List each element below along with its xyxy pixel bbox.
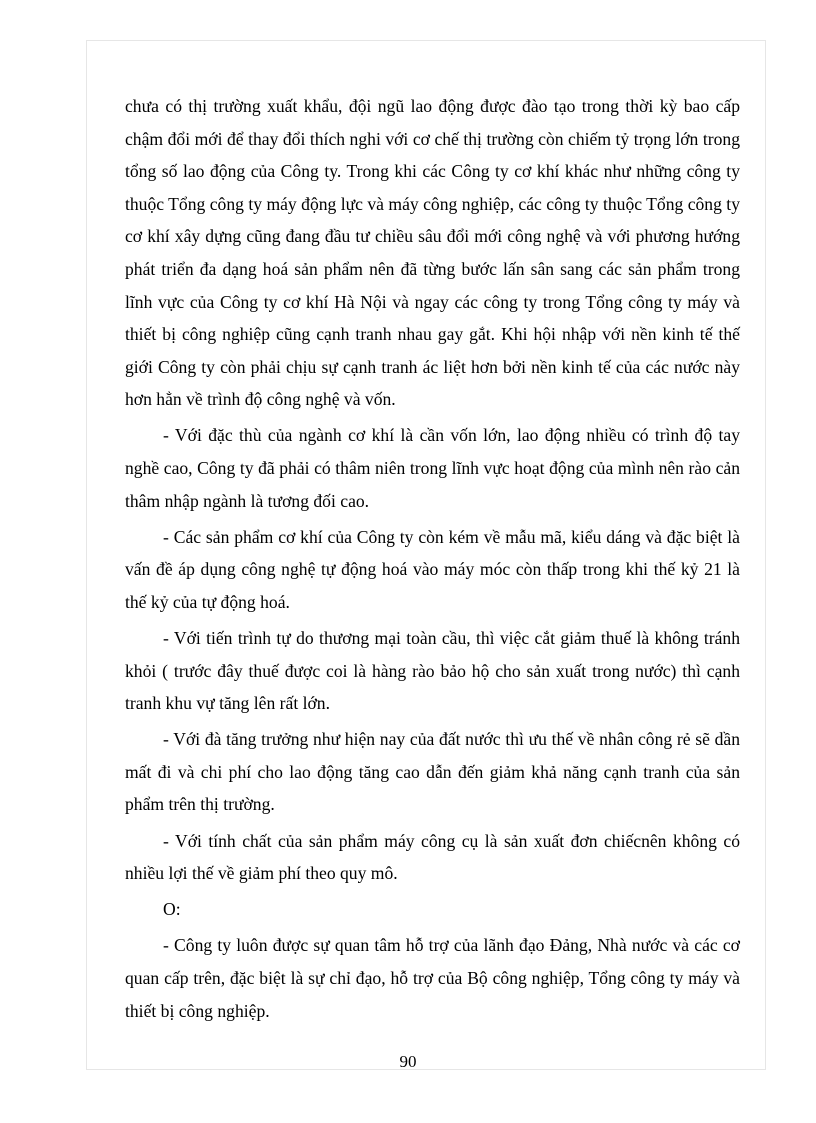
document-body (125, 90, 740, 1031)
section-heading-o: O: (163, 899, 181, 920)
page-number: 90 (399, 1052, 417, 1071)
paragraph-1: chưa có thị trường xuất khẩu, đội ngũ lao động được đào tạo trong thời kỳ bao cấp chậm đổi mới để thay đổi thích nghi với cơ chế thị trường còn chiếm tỷ trọng lớn trong tổng số lao động của Công ty. Trong khi các Công ty cơ khí khác như những công ty thuộc Tổng công ty máy động lực và máy công nghiệp, các công ty thuộc Tổng công ty cơ khí xây dựng cũng đang đầu tư chiều sâu đổi mới công nghệ và với phương hướng phát triển đa dạng hoá sản phẩm nên đã từng bước lấn sân sang các sản phẩm trong lĩnh vực của Công ty cơ khí Hà Nội và ngay các công ty trong Tổng công ty máy và thiết bị công nghiệp cũng cạnh tranh nhau gay gắt. Khi hội nhập với nền kinh tế thế giới Công ty còn phải chịu sự cạnh tranh ác liệt hơn bởi nền kinh tế của các nước này hơn hẳn về trình độ công nghệ và vốn. (125, 96, 740, 410)
paragraph-5: - Với đà tăng trưởng như hiện nay của đất nước thì ưu thế về nhân công rẻ sẽ dần mất đi và chi phí cho lao động tăng cao dẫn đến giảm khả năng cạnh tranh của sản phẩm trên thị trường. (125, 729, 740, 815)
paragraph-6: - Với tính chất của sản phẩm máy công cụ là sản xuất đơn chiếcnên không có nhiều lợi thế về giảm phí theo quy mô. (125, 830, 740, 884)
paragraph-4: - Với tiến trình tự do thương mại toàn cầu, thì việc cắt giảm thuế là không tránh khỏi ( trước đây thuế được coi là hàng rào bảo hộ cho sản xuất trong nước) thì cạnh tranh khu vự tăng lên rất lớn. (125, 628, 740, 714)
paragraph-7: - Công ty luôn được sự quan tâm hỗ trợ của lãnh đạo Đảng, Nhà nước và các cơ quan cấp trên, đặc biệt là sự chỉ đạo, hỗ trợ của Bộ công nghiệp, Tổng công ty máy và thiết bị công nghiệp. (125, 935, 740, 1021)
paragraph-3: - Các sản phẩm cơ khí của Công ty còn kém về mẫu mã, kiểu dáng và đặc biệt là vấn đề áp dụng công nghệ tự động hoá vào máy móc còn thấp trong khi thế kỷ 21 là thế kỷ của tự động hoá. (125, 526, 740, 612)
paragraph-2: - Với đặc thù của ngành cơ khí là cần vốn lớn, lao động nhiều có trình độ tay nghề cao, Công ty đã phải có thâm niên trong lĩnh vực hoạt động của mình nên rào cản thâm nhập ngành là tương đối cao. (125, 425, 740, 511)
